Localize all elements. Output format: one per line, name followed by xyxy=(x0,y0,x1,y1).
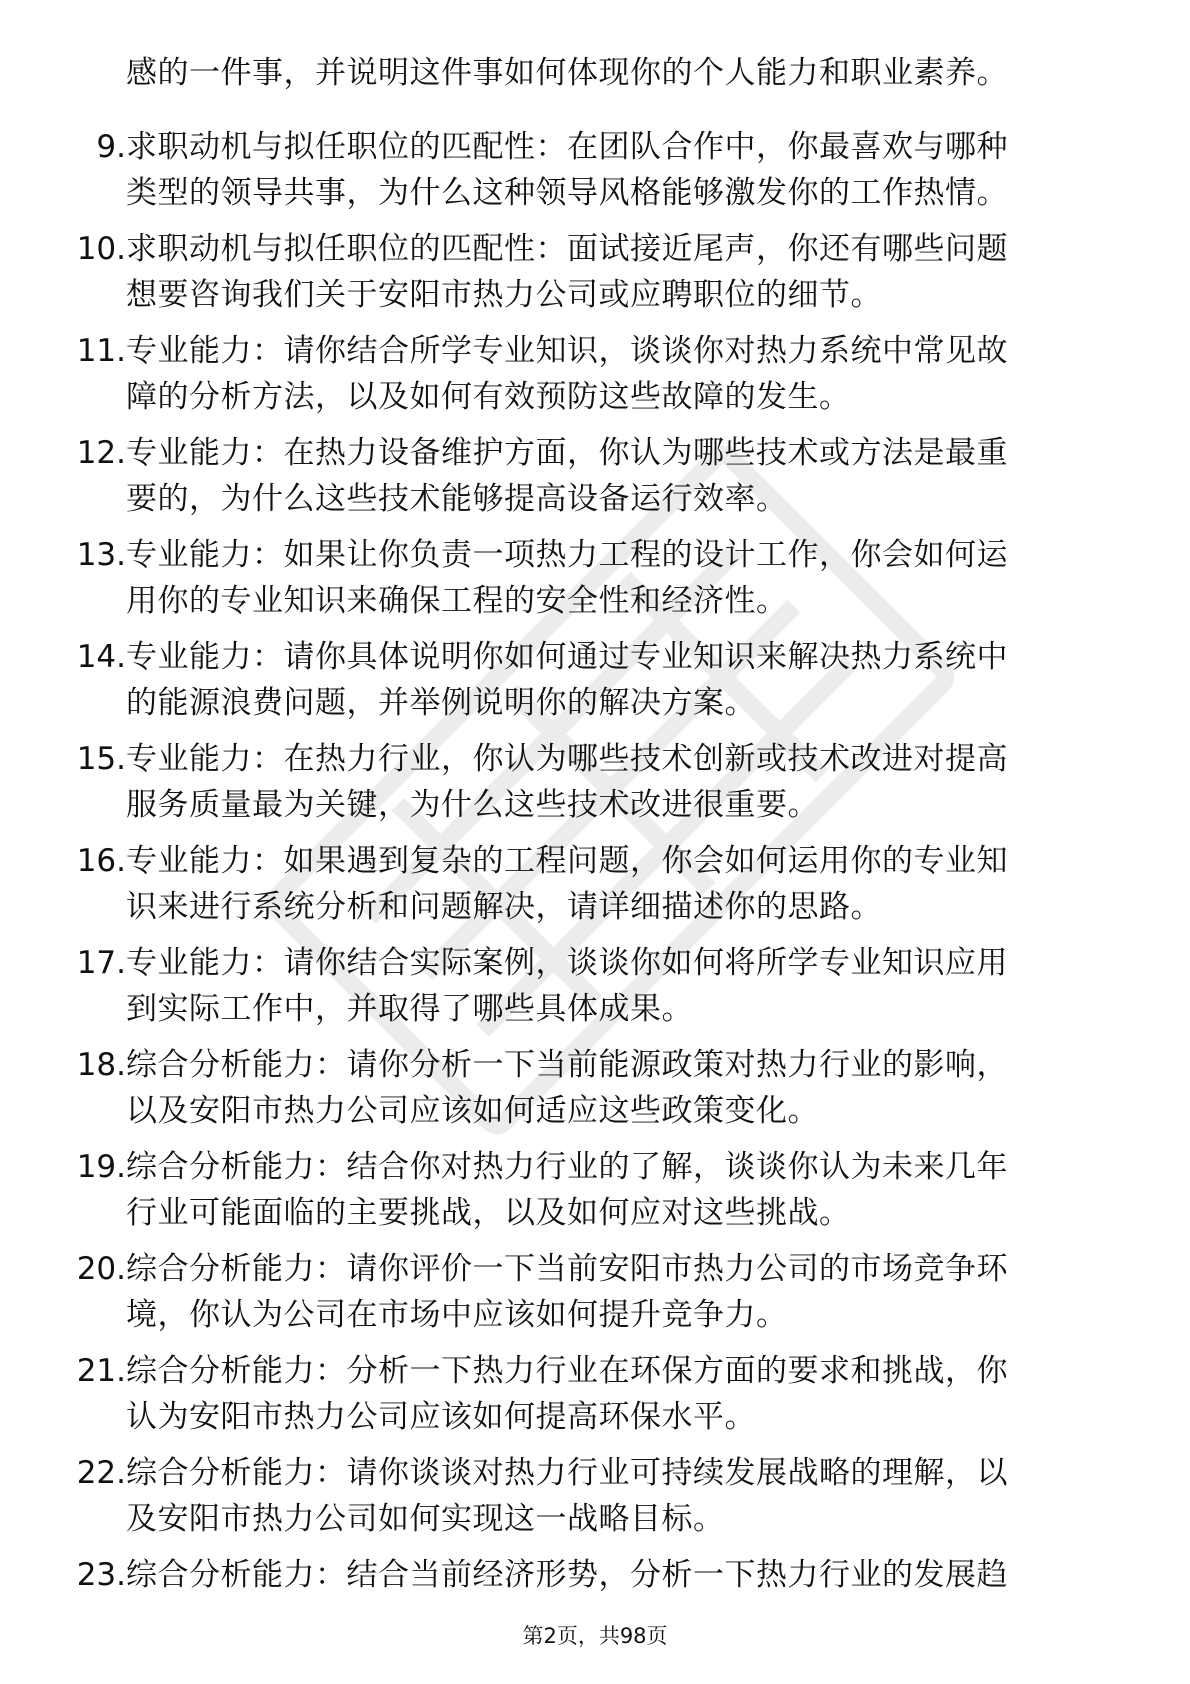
page-footer: 第2页，共98页 xyxy=(522,1624,668,1648)
list-item xyxy=(0,1246,1190,1338)
question-line: 综合分析能力：结合当前经济形势，分析一下热力行业的发展趋 xyxy=(126,1557,1008,1593)
continuation-line: 感的一件事，并说明这件事如何体现你的个人能力和职业素养。 xyxy=(126,55,1008,91)
list-item xyxy=(0,940,1190,1032)
question-line: 境，你认为公司在市场中应该如何提升竞争力。 xyxy=(126,1297,788,1333)
question-line: 认为安阳市热力公司应该如何提高环保水平。 xyxy=(126,1399,756,1435)
question-line: 专业能力：如果让你负责一项热力工程的设计工作，你会如何运 xyxy=(126,537,1008,573)
question-line: 的能源浪费问题，并举例说明你的解决方案。 xyxy=(126,685,756,721)
question-number: 9. xyxy=(96,129,126,165)
question-line: 综合分析能力：分析一下热力行业在环保方面的要求和挑战，你 xyxy=(126,1353,1008,1389)
question-text xyxy=(126,124,1111,216)
question-line: 求职动机与拟任职位的匹配性：在团队合作中，你最喜欢与哪种 xyxy=(126,129,1008,165)
question-line: 障的分析方法，以及如何有效预防这些故障的发生。 xyxy=(126,379,851,415)
question-line: 专业能力：请你结合所学专业知识，谈谈你对热力系统中常见故 xyxy=(126,333,1008,369)
question-line: 专业能力：如果遇到复杂的工程问题，你会如何运用你的专业知 xyxy=(126,843,1008,879)
list-item xyxy=(0,430,1190,522)
question-number: 19. xyxy=(76,1149,126,1185)
question-number: 16. xyxy=(76,843,126,879)
question-number: 10. xyxy=(76,231,126,267)
question-line: 专业能力：请你具体说明你如何通过专业知识来解决热力系统中 xyxy=(126,639,1008,675)
question-number: 17. xyxy=(76,945,126,981)
question-text xyxy=(126,1450,1111,1542)
question-number: 11. xyxy=(76,333,126,369)
list-item xyxy=(0,1042,1190,1134)
list-item xyxy=(0,1348,1190,1440)
question-text xyxy=(126,736,1111,828)
question-number: 15. xyxy=(76,741,126,777)
question-number: 14. xyxy=(76,639,126,675)
question-line: 到实际工作中，并取得了哪些具体成果。 xyxy=(126,991,693,1027)
question-number: 12. xyxy=(76,435,126,471)
question-text xyxy=(126,1144,1111,1236)
list-item xyxy=(0,838,1190,930)
question-number: 20. xyxy=(76,1251,126,1287)
question-text xyxy=(126,226,1111,318)
question-line: 及安阳市热力公司如何实现这一战略目标。 xyxy=(126,1501,725,1537)
list-item xyxy=(0,328,1190,420)
question-number: 21. xyxy=(76,1353,126,1389)
question-line: 服务质量最为关键，为什么这些技术改进很重要。 xyxy=(126,787,819,823)
question-line: 识来进行系统分析和问题解决，请详细描述你的思路。 xyxy=(126,889,882,925)
list-item xyxy=(0,226,1190,318)
question-text xyxy=(126,940,1111,1032)
question-text xyxy=(126,1348,1111,1440)
question-text xyxy=(126,634,1111,726)
list-item xyxy=(0,124,1190,216)
question-text xyxy=(126,1552,1111,1598)
question-line: 综合分析能力：结合你对热力行业的了解，谈谈你认为未来几年 xyxy=(126,1149,1008,1185)
question-number: 23. xyxy=(76,1557,126,1593)
question-text xyxy=(126,1246,1111,1338)
question-line: 专业能力：请你结合实际案例，谈谈你如何将所学专业知识应用 xyxy=(126,945,1008,981)
question-line: 综合分析能力：请你分析一下当前能源政策对热力行业的影响， xyxy=(126,1047,1008,1083)
question-text xyxy=(126,838,1111,930)
question-text xyxy=(126,430,1111,522)
question-line: 想要咨询我们关于安阳市热力公司或应聘职位的细节。 xyxy=(126,277,882,313)
list-item xyxy=(0,634,1190,726)
question-line: 求职动机与拟任职位的匹配性：面试接近尾声，你还有哪些问题 xyxy=(126,231,1008,267)
question-line: 专业能力：在热力行业，你认为哪些技术创新或技术改进对提高 xyxy=(126,741,1008,777)
list-item xyxy=(0,736,1190,828)
question-text xyxy=(126,532,1111,624)
question-list xyxy=(0,124,1190,1654)
question-number: 18. xyxy=(76,1047,126,1083)
question-text xyxy=(126,1042,1111,1134)
question-line: 综合分析能力：请你谈谈对热力行业可持续发展战略的理解，以 xyxy=(126,1455,1008,1491)
question-text xyxy=(126,328,1111,420)
question-line: 要的，为什么这些技术能够提高设备运行效率。 xyxy=(126,481,788,517)
question-line: 以及安阳市热力公司应该如何适应这些政策变化。 xyxy=(126,1093,819,1129)
list-item xyxy=(0,1144,1190,1236)
list-item xyxy=(0,1450,1190,1542)
list-item xyxy=(0,532,1190,624)
question-line: 类型的领导共事，为什么这种领导风格能够激发你的工作热情。 xyxy=(126,175,1008,211)
question-line: 专业能力：在热力设备维护方面，你认为哪些技术或方法是最重 xyxy=(126,435,1008,471)
question-line: 综合分析能力：请你评价一下当前安阳市热力公司的市场竞争环 xyxy=(126,1251,1008,1287)
question-number: 13. xyxy=(76,537,126,573)
question-line: 行业可能面临的主要挑战，以及如何应对这些挑战。 xyxy=(126,1195,851,1231)
question-number: 22. xyxy=(76,1455,126,1491)
question-line: 用你的专业知识来确保工程的安全性和经济性。 xyxy=(126,583,788,619)
